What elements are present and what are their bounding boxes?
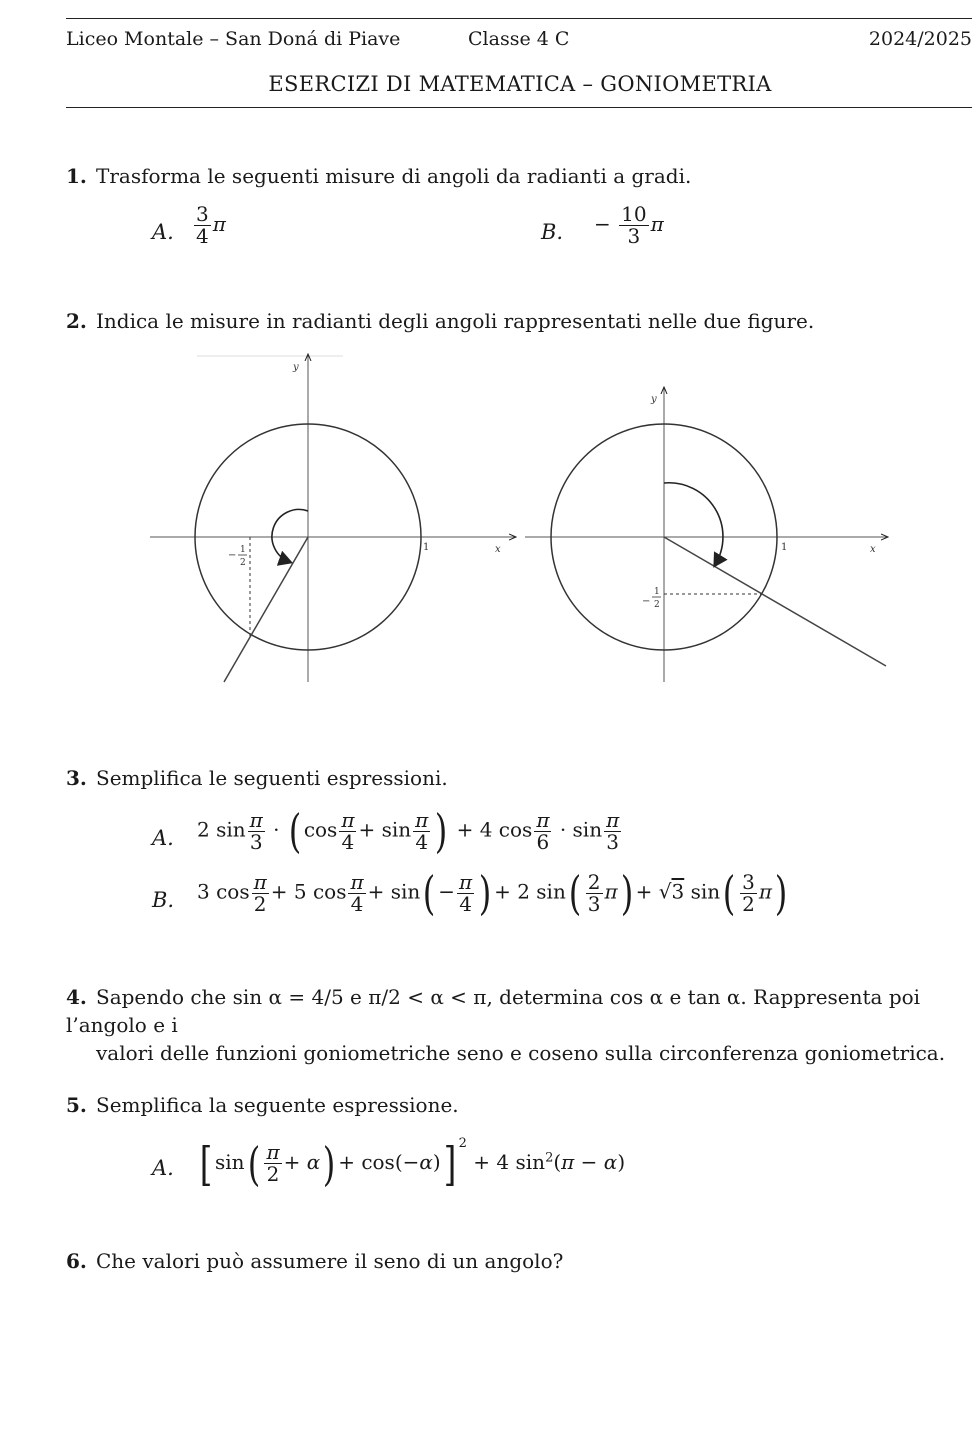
exercise-3 — [66, 764, 448, 792]
exercise-4 — [66, 983, 972, 1067]
figure-2 — [525, 388, 887, 682]
figure-1-minus-sign: − — [228, 550, 237, 561]
exercise-1 — [66, 162, 691, 190]
ex1-expression-a: $\frac{3}{4}$ π — [196, 202, 226, 248]
ex3-expression-b: 3 cos $\frac{\pi}{2}$ + 5 cos $\frac{\pi}{4}$ + sin( − $\frac{\pi}{4}$ ) + 2 sin( $\frac{2}{3}$ π) + √3 sin( $\frac{3}{2}$ π) — [197, 866, 788, 920]
exercise-text-line2: valori delle funzioni goniometriche seno e coseno sulla circonferenza goniometrica. — [96, 1041, 946, 1065]
figure-1 — [150, 355, 515, 682]
figure-2-half-numerator: 1 — [654, 587, 660, 597]
exercise-5 — [66, 1091, 459, 1119]
item-label-a: A. — [152, 826, 174, 850]
exercise-2 — [66, 307, 814, 335]
ex1-expression-b: − $\frac{10}{3}$ π — [594, 202, 664, 248]
exercise-text: Trasforma le seguenti misure di angoli da radianti a gradi. — [96, 164, 692, 188]
figure-2-angle-arc — [664, 483, 723, 565]
item-label-b: B. — [541, 220, 564, 244]
header-bottom-rule — [66, 107, 972, 108]
exercise-6 — [66, 1247, 563, 1275]
exercise-text: Semplifica la seguente espressione. — [96, 1093, 459, 1117]
figure-1-y-label: y — [293, 362, 299, 373]
figure-1-terminal-ray — [224, 537, 308, 682]
exercise-text: Che valori può assumere il seno di un angolo? — [96, 1249, 564, 1273]
figure-1-half-denominator: 2 — [240, 558, 246, 568]
figure-2-y-label: y — [651, 394, 657, 405]
exercise-text-line1: Sapendo che sin α = 4/5 e π/2 < α < π, determina cos α e tan α. Rappresenta poi l’angolo e i — [66, 985, 921, 1037]
item-label-a: A. — [152, 1156, 174, 1180]
exercise-number: 2. — [66, 309, 87, 333]
header-top-rule — [66, 18, 972, 19]
exercise-text: Indica le misure in radianti degli angoli rappresentati nelle due figure. — [96, 309, 815, 333]
school-year: 2024/2025 — [868, 28, 972, 50]
figure-1-angle-arc — [272, 509, 308, 562]
exercise-number: 1. — [66, 164, 87, 188]
exercise-text: Semplifica le seguenti espressioni. — [96, 766, 448, 790]
figure-2-unit-label: 1 — [781, 542, 788, 553]
figure-2-half-denominator: 2 — [654, 600, 660, 610]
exercise-number: 4. — [66, 985, 87, 1009]
unit-circle-figures — [0, 340, 975, 700]
item-label-a: A. — [152, 220, 174, 244]
ex3-expression-a: 2 sin $\frac{\pi}{3}$ · ( cos $\frac{\pi}{4}$ + sin $\frac{\pi}{4}$ ) + 4 cos $\frac{\pi}{6}$ · sin $\frac{\pi}{3}$ — [197, 804, 620, 858]
figure-2-x-label: x — [870, 544, 876, 555]
page-title: ESERCIZI DI MATEMATICA – GONIOMETRIA — [268, 72, 772, 96]
item-label-b: B. — [152, 888, 175, 912]
figure-2-minus-sign: − — [642, 596, 651, 607]
figure-1-unit-label: 1 — [423, 542, 430, 553]
class-name: Classe 4 C — [468, 28, 570, 50]
figure-1-half-numerator: 1 — [240, 545, 246, 555]
figure-1-x-label: x — [495, 544, 501, 555]
exercise-number: 5. — [66, 1093, 87, 1117]
exercise-number: 6. — [66, 1249, 87, 1273]
exercise-number: 3. — [66, 766, 87, 790]
school-name: Liceo Montale – San Doná di Piave — [66, 28, 401, 50]
ex5-expression-a: [ sin( $\frac{\pi}{2}$ + α) + cos(−α)] $^2$ + 4 $\sin^2(\pi - \alpha)$ — [199, 1136, 626, 1191]
